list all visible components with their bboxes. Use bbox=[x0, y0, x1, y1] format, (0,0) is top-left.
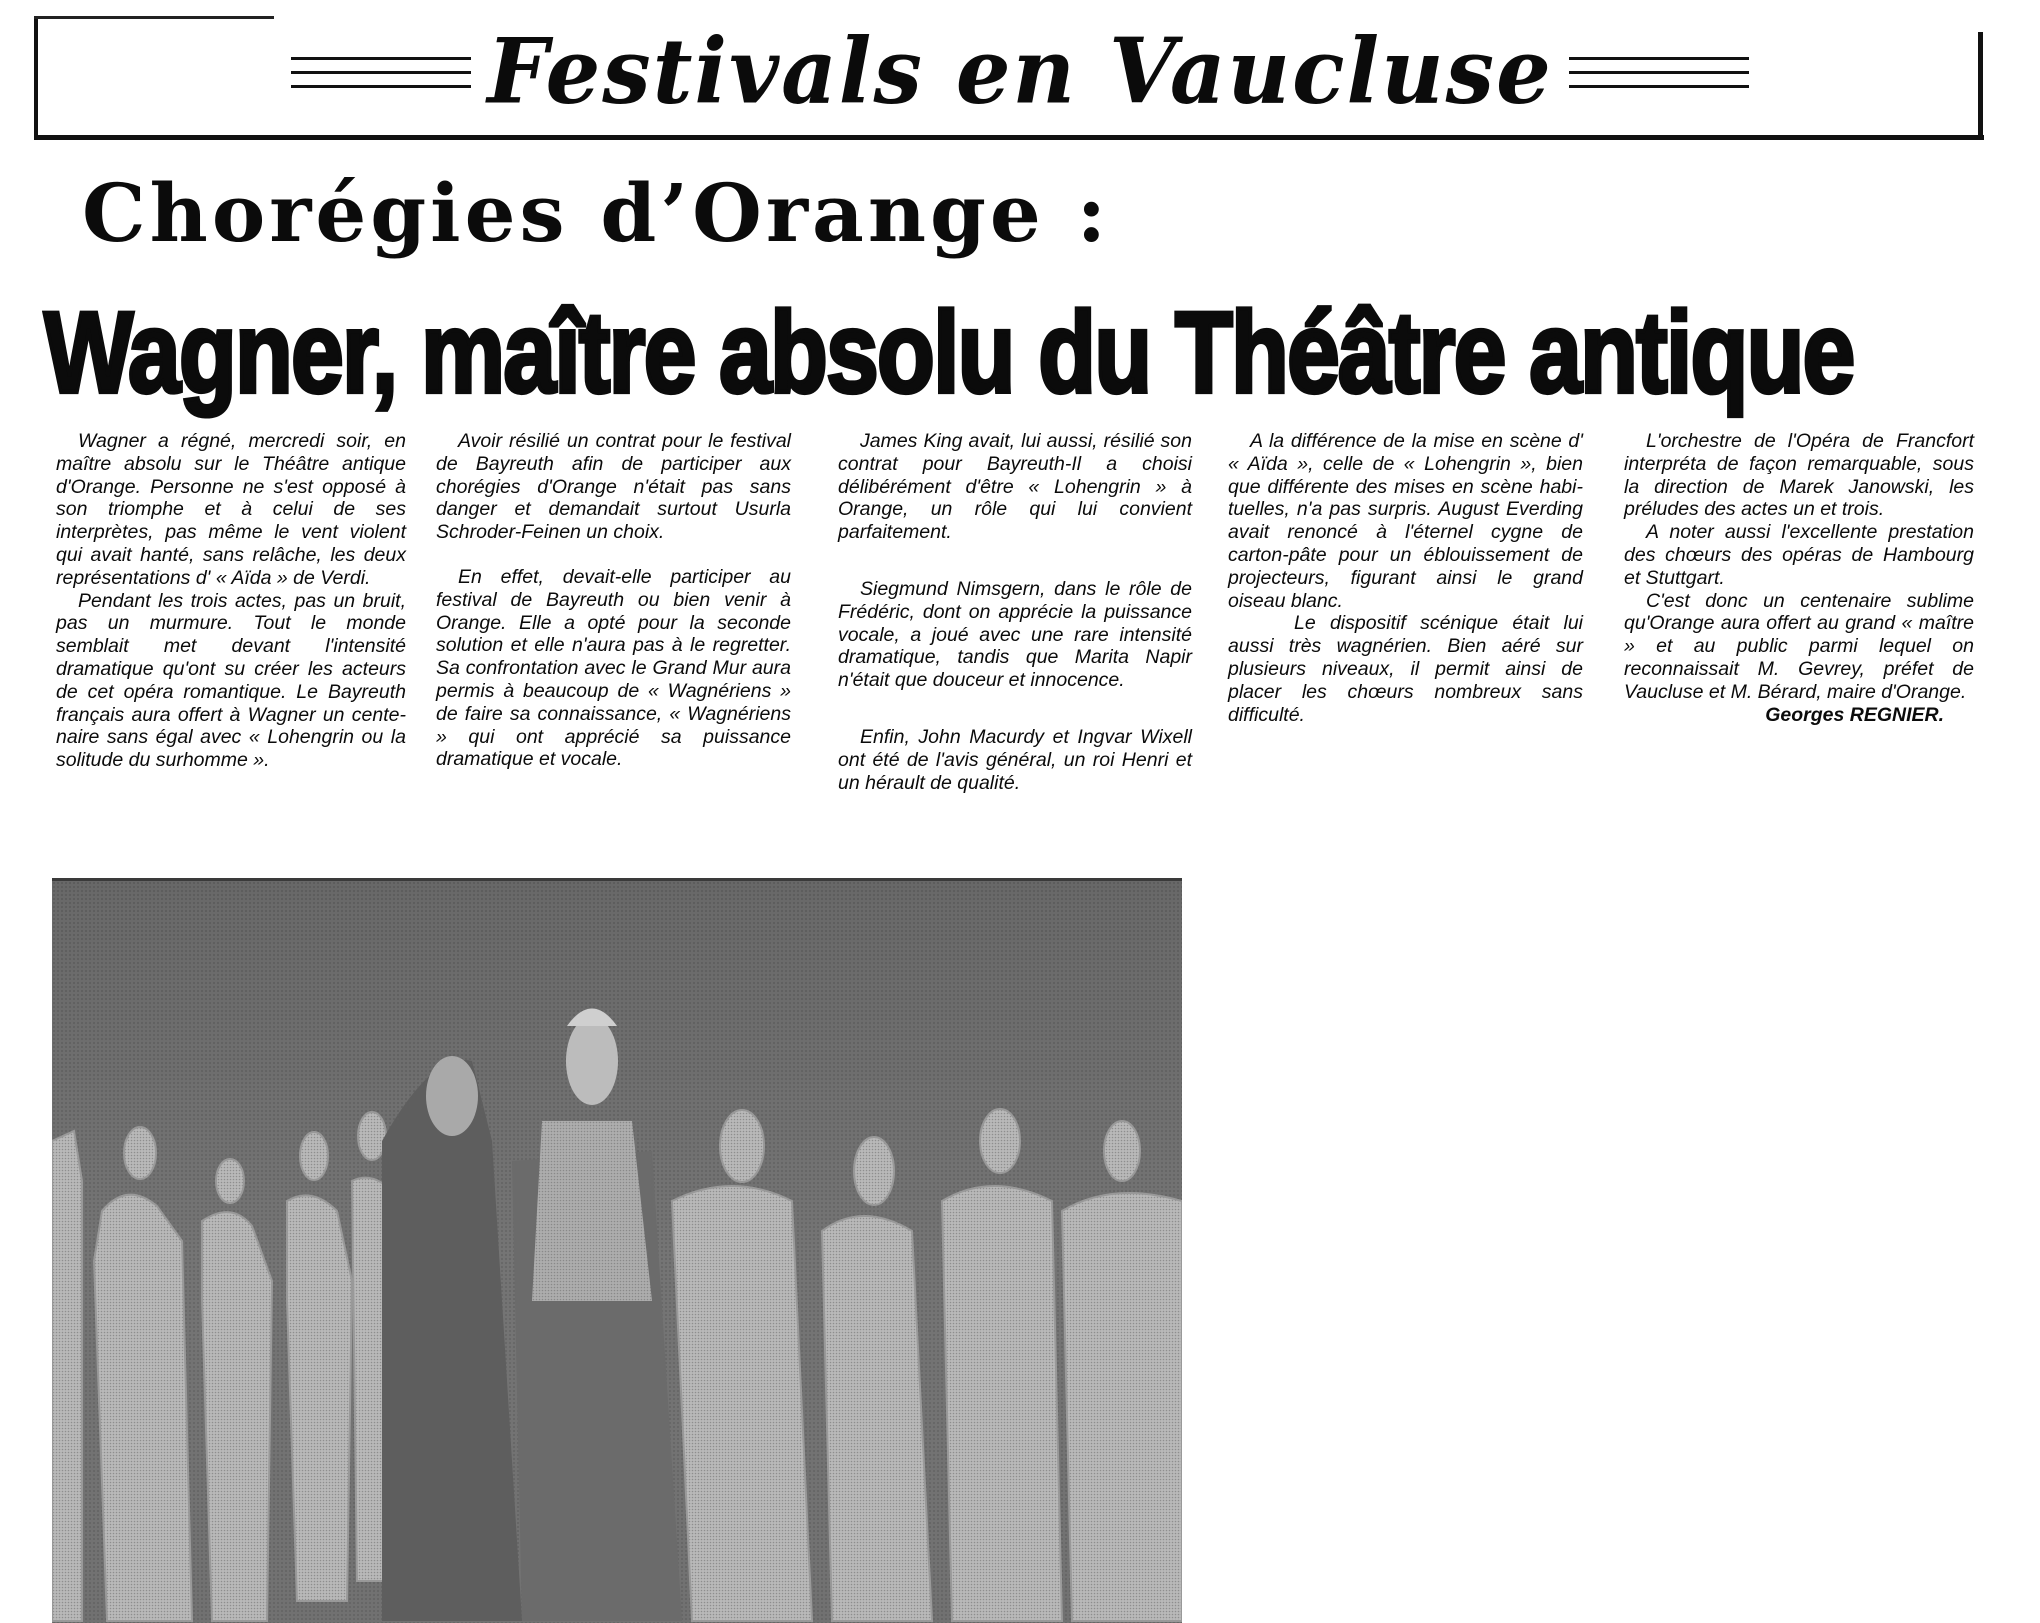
article-column-1 bbox=[56, 430, 406, 772]
article-column-4 bbox=[1228, 430, 1583, 726]
paragraph: Pendant les trois actes, pas un bruit, pas un murmure. Tout le monde semblait met devant l'intensité dramatique qu'ont su créer les acteurs de cet opéra romantique. Le Bayreuth français aura offert à Wagner un centenaire sans égal avec « Lohengrin ou la solitude du surhomme ». bbox=[56, 589, 406, 772]
article-kicker: Chorégies d’Orange : bbox=[82, 166, 1111, 260]
author-signature: Georges REGNIER. bbox=[1765, 703, 1944, 726]
article-column-5 bbox=[1624, 430, 1974, 726]
paragraph: Avoir résilié un contrat pour le festival de Bayreuth afin de participer aux chorégies d'Orange n'était pas sans danger et demandait surtout Usurla Schroder-Feinen un choix. bbox=[436, 430, 791, 544]
article-headline: Wagner, maître absolu du Théâtre antique bbox=[44, 287, 1854, 418]
paragraph: C'est donc un centenaire sublime qu'Orange aura offert au grand « maître » et au public parmi lequel on reconnaissait M. Gevrey, préfet de Vaucluse et M. Bérard, maire d'Orange. bbox=[1624, 589, 1974, 703]
paragraph: Wagner a régné, mercredi soir, en maître absolu sur le Théâtre antique d'Orange. Personne ne s'est opposé à son triomphe et à celui de ses interprètes, pas même le vent violent qui avait hanté, sans relâche, les deux représentations d' « Aïda » de Verdi. bbox=[56, 430, 406, 589]
rubric-title: Festivals en Vaucluse bbox=[487, 18, 1553, 125]
rubric-rules-right bbox=[1569, 57, 1749, 88]
paragraph: A la différence de la mise en scène d' « Aïda », celle de « Lohengrin », bien que différente des mises en scène habituelles, n'a pas surpris. August Everding avait renoncé à l'éternel cygne de carton-pâte pour un éblouissement de projecteurs, figurant ainsi le grand oiseau blanc. bbox=[1228, 430, 1583, 612]
stage-photo bbox=[52, 878, 1182, 1623]
paragraph: A noter aussi l'excellente prestation des chœurs des opéras de Hambourg et Stuttgart. bbox=[1624, 521, 1974, 589]
paragraph: En effet, devait-elle participer au festival de Bayreuth ou bien venir à Orange. Elle a opté pour la seconde solution et elle n'aura pas à le regretter. Sa confrontation avec le Grand Mur aura permis à beaucoup de « Wagnériens » de faire sa connaissance, « Wagnériens » qui ont apprécié sa puissance dramatique et vocale. bbox=[436, 565, 791, 771]
paragraph: Le dispositif scénique était lui aussi très wagnérien. Bien aéré sur plusieurs niveaux, il permit ainsi de placer les chœurs nombreux sans difficulté. bbox=[1228, 612, 1583, 726]
paragraph: Siegmund Nimsgern, dans le rôle de Frédéric, dont on apprécie la puissance vocale, a joué avec une rare intensité dramatique, tandis que Marita Napir n'était que douceur et innocence. bbox=[838, 577, 1192, 692]
article-column-2 bbox=[436, 430, 791, 771]
paragraph: James King avait, lui aussi, résilié son contrat pour Bayreuth-Il a choisi délibérément d'être « Lohengrin » à Orange, un rôle qui lui convient parfaitement. bbox=[838, 430, 1192, 544]
stage-photo-illustration bbox=[52, 881, 1182, 1623]
article-column-3 bbox=[838, 430, 1192, 794]
section-rubric bbox=[0, 18, 2040, 125]
paragraph: L'orchestre de l'Opéra de Francfort interpréta de façon remarquable, sous la direction de Marek Janowski, les préludes des actes un et trois. bbox=[1624, 430, 1974, 521]
rubric-rules-left bbox=[291, 57, 471, 88]
paragraph: Enfin, John Macurdy et Ingvar Wixell ont été de l'avis général, un roi Henri et un hérault de qualité. bbox=[838, 725, 1192, 794]
